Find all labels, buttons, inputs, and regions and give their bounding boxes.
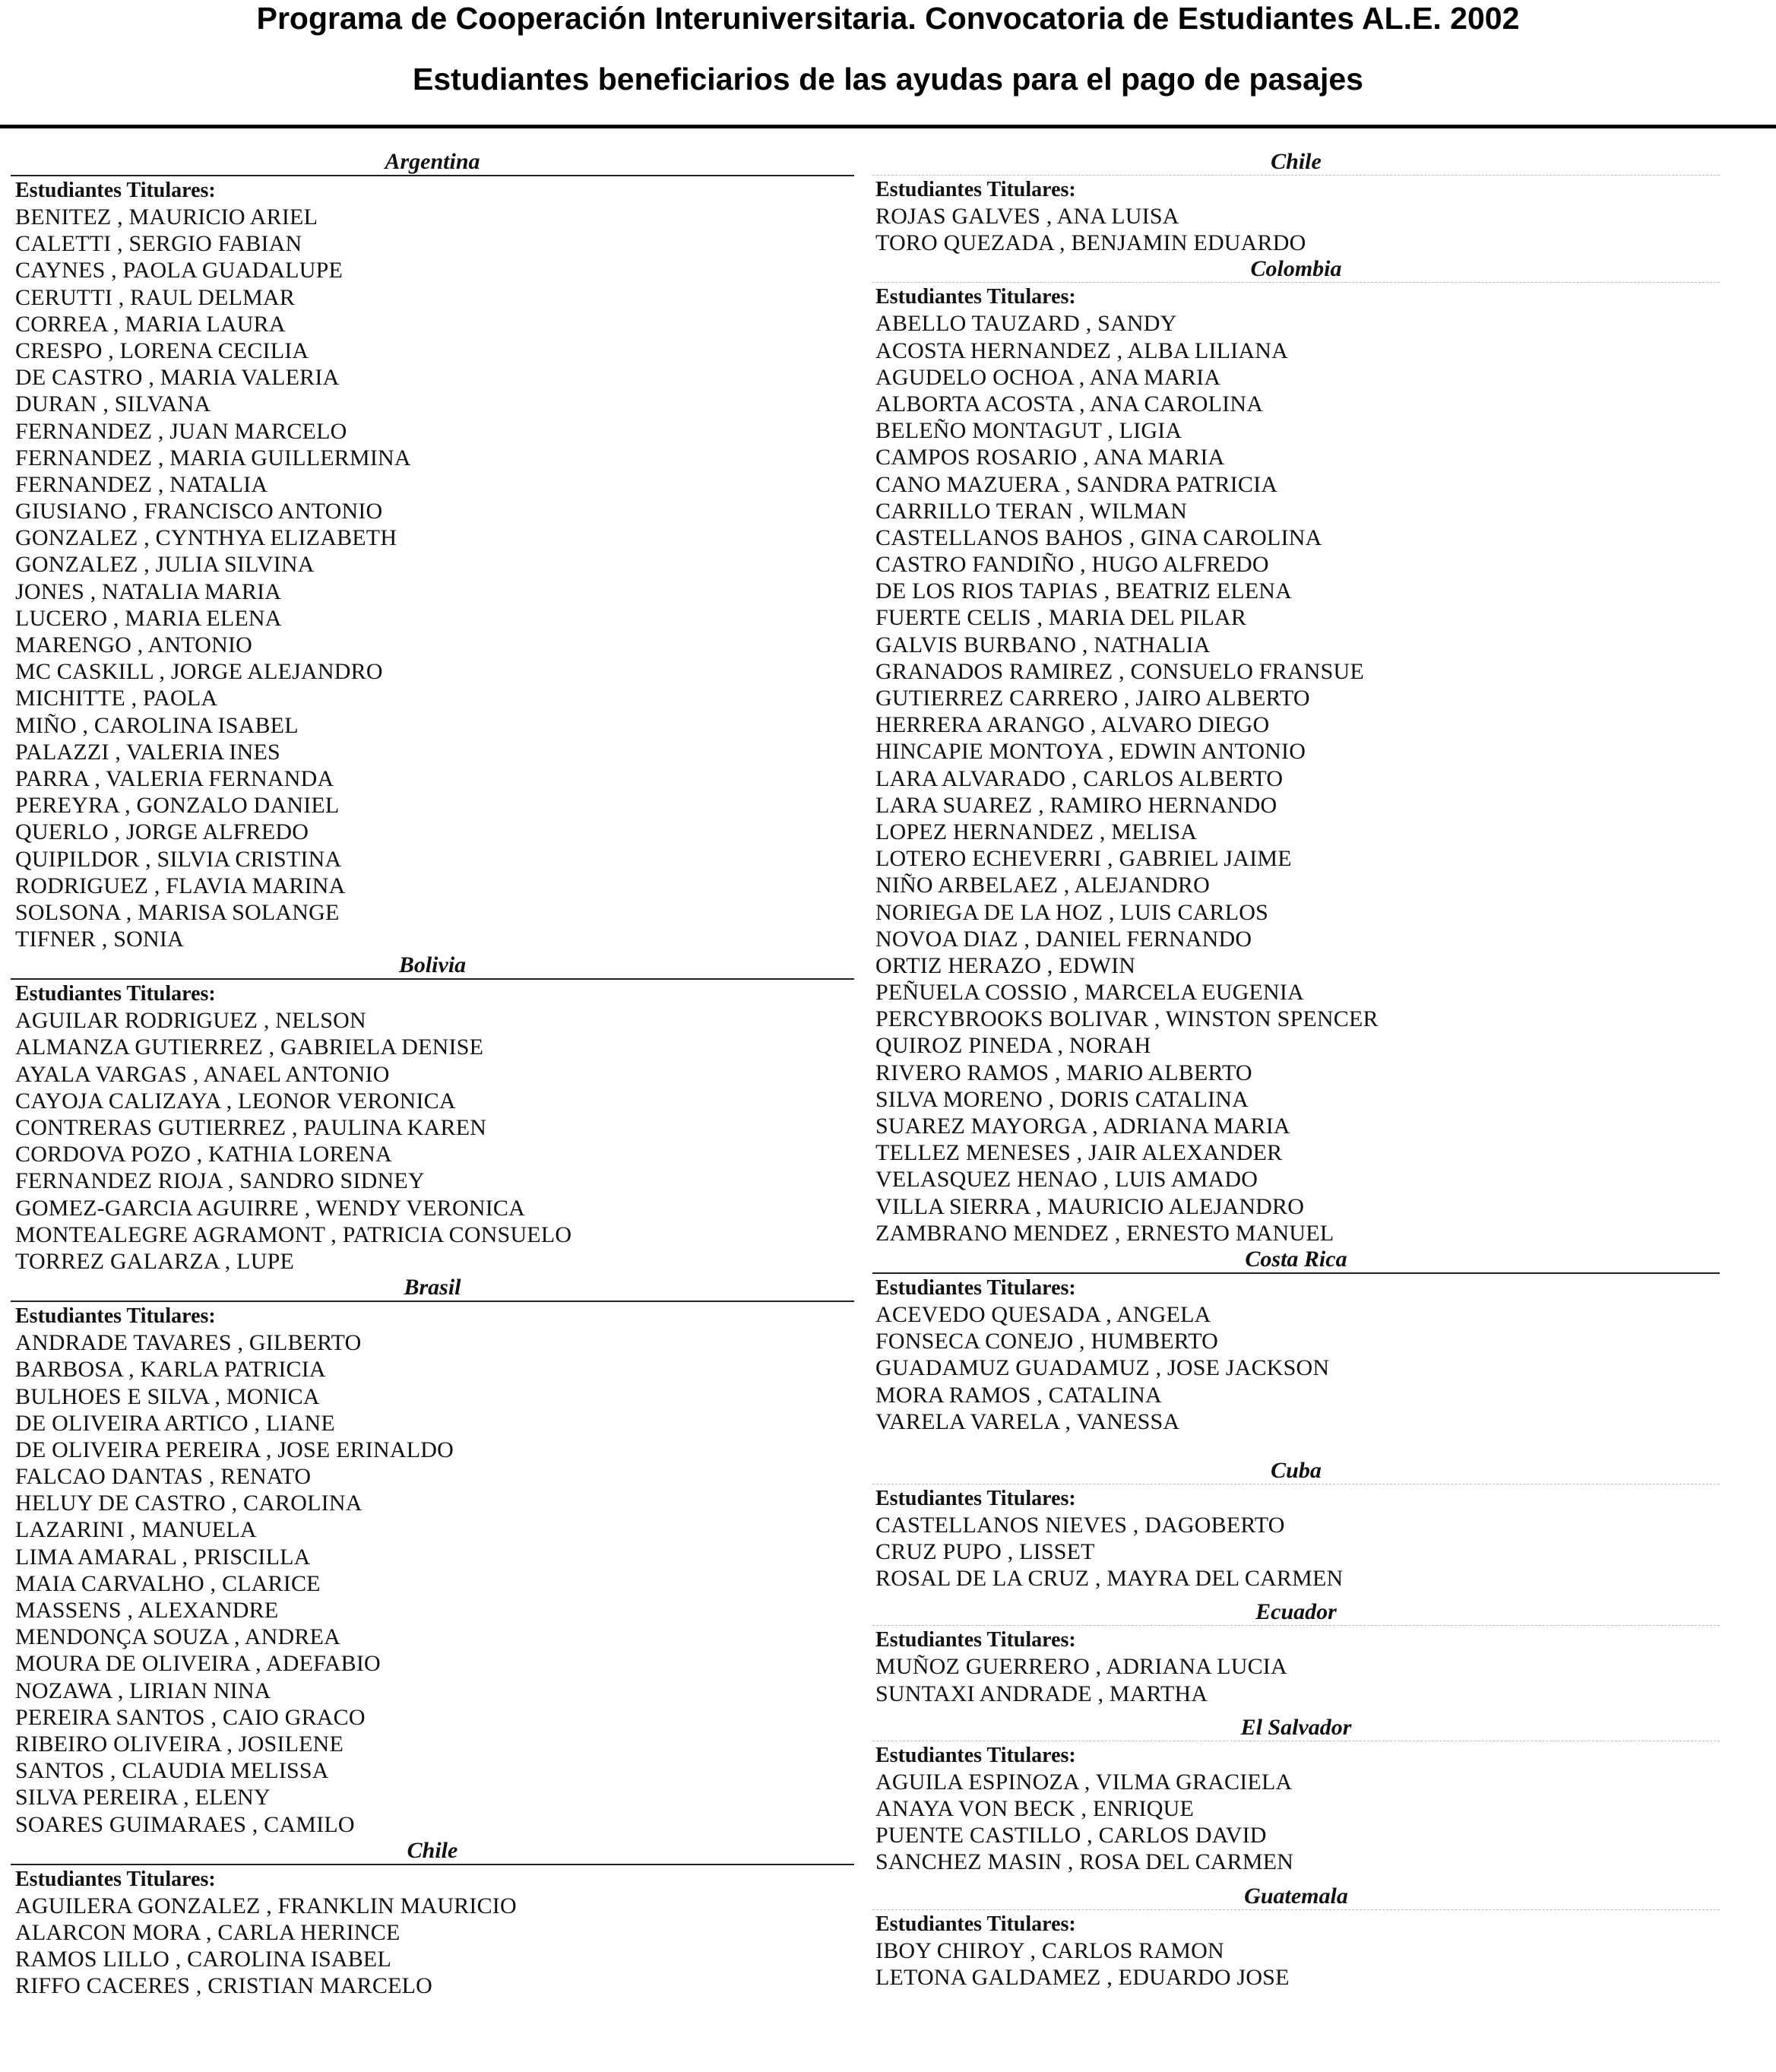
student-name: SANCHEZ MASIN , ROSA DEL CARMEN bbox=[875, 1849, 1294, 1875]
student-name: LETONA GALDAMEZ , EDUARDO JOSE bbox=[875, 1964, 1290, 1990]
student-name: RAMOS LILLO , CAROLINA ISABEL bbox=[15, 1947, 391, 1972]
student-name: GOMEZ-GARCIA AGUIRRE , WENDY VERONICA bbox=[15, 1195, 526, 1221]
country-name: Bolivia bbox=[398, 952, 467, 978]
student-name: ACOSTA HERNANDEZ , ALBA LILIANA bbox=[875, 337, 1288, 363]
country-heading bbox=[872, 1247, 1720, 1274]
student-name: TELLEZ MENESES , JAIR ALEXANDER bbox=[875, 1140, 1283, 1166]
student-name: TORREZ GALARZA , LUPE bbox=[15, 1248, 294, 1274]
country-name: Costa Rica bbox=[1245, 1246, 1347, 1272]
student-name: FERNANDEZ , JUAN MARCELO bbox=[15, 418, 347, 444]
student-name: CAYNES , PAOLA GUADALUPE bbox=[15, 258, 343, 284]
student-name: MUÑOZ GUERRERO , ADRIANA LUCIA bbox=[875, 1654, 1287, 1680]
student-name: DE LOS RIOS TAPIAS , BEATRIZ ELENA bbox=[875, 578, 1293, 604]
student-name: CAMPOS ROSARIO , ANA MARIA bbox=[875, 445, 1225, 470]
country-heading bbox=[872, 256, 1720, 283]
section-chile bbox=[872, 149, 1720, 256]
section-costa-rica bbox=[872, 1247, 1720, 1435]
student-name: PERCYBROOKS BOLIVAR , WINSTON SPENCER bbox=[875, 1006, 1379, 1032]
student-name: CANO MAZUERA , SANDRA PATRICIA bbox=[875, 471, 1278, 497]
student-name: FUERTE CELIS , MARIA DEL PILAR bbox=[875, 605, 1247, 631]
student-name: SOARES GUIMARAES , CAMILO bbox=[15, 1811, 355, 1837]
student-name: MC CASKILL , JORGE ALEJANDRO bbox=[15, 659, 383, 685]
student-name: MIÑO , CAROLINA ISABEL bbox=[15, 712, 299, 738]
student-name: PUENTE CASTILLO , CARLOS DAVID bbox=[875, 1823, 1267, 1849]
student-name: QUERLO , JORGE ALFREDO bbox=[15, 819, 309, 845]
student-name: BENITEZ , MAURICIO ARIEL bbox=[15, 204, 318, 230]
student-name: RIFFO CACERES , CRISTIAN MARCELO bbox=[15, 1973, 432, 1999]
student-name: ANAYA VON BECK , ENRIQUE bbox=[875, 1796, 1194, 1821]
subheading-titulares: Estudiantes Titulares: bbox=[875, 285, 1076, 309]
student-name: TIFNER , SONIA bbox=[15, 927, 184, 952]
subheading-titulares: Estudiantes Titulares: bbox=[875, 1912, 1076, 1936]
student-name: LIMA AMARAL , PRISCILLA bbox=[15, 1544, 311, 1570]
subheading-titulares: Estudiantes Titulares: bbox=[15, 982, 216, 1006]
student-name: CRESPO , LORENA CECILIA bbox=[15, 337, 309, 363]
section-colombia bbox=[872, 256, 1720, 1247]
student-name: FERNANDEZ , NATALIA bbox=[15, 471, 268, 497]
subheading-titulares: Estudiantes Titulares: bbox=[875, 178, 1076, 201]
document-subtitle: Estudiantes beneficiarios de las ayudas para el pago de pasajes bbox=[412, 62, 1363, 97]
student-name: CASTRO FANDIÑO , HUGO ALFREDO bbox=[875, 552, 1269, 578]
document-title: Programa de Cooperación Interuniversitaria. Convocatoria de Estudiantes AL.E. 2002 bbox=[256, 1, 1520, 36]
right-column bbox=[872, 149, 1720, 1991]
student-name: ROJAS GALVES , ANA LUISA bbox=[875, 204, 1179, 229]
country-heading bbox=[872, 1883, 1720, 1910]
student-name: CRUZ PUPO , LISSET bbox=[875, 1539, 1095, 1565]
student-name: QUIPILDOR , SILVIA CRISTINA bbox=[15, 846, 342, 872]
student-name: MONTEALEGRE AGRAMONT , PATRICIA CONSUELO bbox=[15, 1221, 572, 1247]
student-name: ALARCON MORA , CARLA HERINCE bbox=[15, 1919, 400, 1945]
subheading-titulares: Estudiantes Titulares: bbox=[875, 1743, 1076, 1767]
student-name: BELEÑO MONTAGUT , LIGIA bbox=[875, 418, 1182, 444]
student-name: SILVA PEREIRA , ELENY bbox=[15, 1785, 271, 1811]
student-name: PEREIRA SANTOS , CAIO GRACO bbox=[15, 1704, 366, 1730]
country-name: Argentina bbox=[385, 149, 480, 174]
section-cuba bbox=[872, 1458, 1720, 1592]
student-name: TORO QUEZADA , BENJAMIN EDUARDO bbox=[875, 230, 1306, 256]
country-name: Chile bbox=[407, 1837, 458, 1863]
student-name: FERNANDEZ RIOJA , SANDRO SIDNEY bbox=[15, 1168, 425, 1194]
student-name: PALAZZI , VALERIA INES bbox=[15, 739, 280, 765]
student-name: AGUILERA GONZALEZ , FRANKLIN MAURICIO bbox=[15, 1893, 517, 1918]
student-name: DE OLIVEIRA PEREIRA , JOSE ERINALDO bbox=[15, 1437, 454, 1462]
section-chile bbox=[11, 1838, 854, 2000]
student-name: CALETTI , SERGIO FABIAN bbox=[15, 231, 302, 257]
student-name: DURAN , SILVANA bbox=[15, 391, 211, 417]
country-heading bbox=[11, 149, 854, 176]
student-name: HINCAPIE MONTOYA , EDWIN ANTONIO bbox=[875, 739, 1306, 765]
student-name: MAIA CARVALHO , CLARICE bbox=[15, 1570, 321, 1596]
student-name: PEÑUELA COSSIO , MARCELA EUGENIA bbox=[875, 980, 1304, 1006]
section-guatemala bbox=[872, 1883, 1720, 1991]
student-name: FONSECA CONEJO , HUMBERTO bbox=[875, 1329, 1219, 1354]
country-heading bbox=[11, 1838, 854, 1865]
section-el-salvador bbox=[872, 1715, 1720, 1876]
header-rule bbox=[0, 125, 1776, 128]
country-name: Brasil bbox=[404, 1275, 461, 1301]
section-brasil bbox=[11, 1275, 854, 1838]
student-name: GUADAMUZ GUADAMUZ , JOSE JACKSON bbox=[875, 1355, 1330, 1381]
country-name: Ecuador bbox=[1255, 1599, 1337, 1625]
student-name: SUAREZ MAYORGA , ADRIANA MARIA bbox=[875, 1114, 1290, 1139]
student-name: JONES , NATALIA MARIA bbox=[15, 578, 282, 604]
student-name: MARENGO , ANTONIO bbox=[15, 632, 253, 657]
subheading-titulares: Estudiantes Titulares: bbox=[875, 1275, 1076, 1300]
subheading-titulares: Estudiantes Titulares: bbox=[15, 1867, 216, 1891]
student-name: LARA SUAREZ , RAMIRO HERNANDO bbox=[875, 792, 1277, 818]
student-name: CORDOVA POZO , KATHIA LORENA bbox=[15, 1142, 392, 1167]
student-name: AGUILAR RODRIGUEZ , NELSON bbox=[15, 1008, 366, 1034]
student-name: NIÑO ARBELAEZ , ALEJANDRO bbox=[875, 873, 1210, 898]
student-name: CORREA , MARIA LAURA bbox=[15, 311, 286, 337]
student-name: MICHITTE , PAOLA bbox=[15, 686, 218, 711]
student-name: CONTRERAS GUTIERREZ , PAULINA KAREN bbox=[15, 1115, 487, 1140]
student-name: SILVA MORENO , DORIS CATALINA bbox=[875, 1086, 1249, 1112]
student-name: LOPEZ HERNANDEZ , MELISA bbox=[875, 819, 1198, 844]
country-heading bbox=[872, 1458, 1720, 1484]
student-name: ABELLO TAUZARD , SANDY bbox=[875, 311, 1177, 337]
student-name: MORA RAMOS , CATALINA bbox=[875, 1382, 1162, 1408]
student-name: RODRIGUEZ , FLAVIA MARINA bbox=[15, 873, 346, 898]
student-name: BARBOSA , KARLA PATRICIA bbox=[15, 1357, 326, 1383]
student-name: SANTOS , CLAUDIA MELISSA bbox=[15, 1758, 329, 1784]
student-name: NOVOA DIAZ , DANIEL FERNANDO bbox=[875, 926, 1252, 952]
subheading-titulares: Estudiantes Titulares: bbox=[15, 179, 216, 202]
student-name: GONZALEZ , JULIA SILVINA bbox=[15, 552, 315, 578]
country-heading bbox=[872, 1599, 1720, 1626]
student-name: PARRA , VALERIA FERNANDA bbox=[15, 765, 334, 791]
subheading-titulares: Estudiantes Titulares: bbox=[875, 1628, 1076, 1652]
student-name: MOURA DE OLIVEIRA , ADEFABIO bbox=[15, 1651, 381, 1677]
student-name: ALMANZA GUTIERREZ , GABRIELA DENISE bbox=[15, 1034, 484, 1060]
student-name: LUCERO , MARIA ELENA bbox=[15, 605, 282, 631]
student-name: IBOY CHIROY , CARLOS RAMON bbox=[875, 1937, 1224, 1963]
student-name: NOZAWA , LIRIAN NINA bbox=[15, 1678, 271, 1703]
student-name: FALCAO DANTAS , RENATO bbox=[15, 1464, 312, 1490]
country-name: El Salvador bbox=[1240, 1714, 1352, 1740]
student-name: CARRILLO TERAN , WILMAN bbox=[875, 498, 1188, 524]
section-argentina bbox=[11, 149, 854, 952]
student-name: VARELA VARELA , VANESSA bbox=[875, 1408, 1180, 1434]
student-name: DE CASTRO , MARIA VALERIA bbox=[15, 365, 340, 391]
student-name: HELUY DE CASTRO , CAROLINA bbox=[15, 1491, 362, 1516]
subheading-titulares: Estudiantes Titulares: bbox=[875, 1486, 1076, 1510]
student-name: HERRERA ARANGO , ALVARO DIEGO bbox=[875, 712, 1270, 738]
country-name: Chile bbox=[1271, 149, 1322, 174]
country-heading bbox=[11, 1275, 854, 1302]
country-heading bbox=[872, 149, 1720, 176]
student-name: GUTIERREZ CARRERO , JAIRO ALBERTO bbox=[875, 686, 1310, 711]
student-name: ZAMBRANO MENDEZ , ERNESTO MANUEL bbox=[875, 1220, 1334, 1246]
student-name: PEREYRA , GONZALO DANIEL bbox=[15, 793, 340, 819]
section-ecuador bbox=[872, 1599, 1720, 1706]
student-name: AGUILA ESPINOZA , VILMA GRACIELA bbox=[875, 1769, 1293, 1795]
student-name: CERUTTI , RAUL DELMAR bbox=[15, 284, 296, 310]
student-name: ACEVEDO QUESADA , ANGELA bbox=[875, 1301, 1211, 1327]
student-name: GIUSIANO , FRANCISCO ANTONIO bbox=[15, 499, 383, 524]
student-name: RIVERO RAMOS , MARIO ALBERTO bbox=[875, 1060, 1252, 1085]
student-name: RIBEIRO OLIVEIRA , JOSILENE bbox=[15, 1731, 344, 1757]
student-name: CASTELLANOS NIEVES , DAGOBERTO bbox=[875, 1512, 1285, 1538]
student-name: CASTELLANOS BAHOS , GINA CAROLINA bbox=[875, 524, 1322, 550]
student-name: LOTERO ECHEVERRI , GABRIEL JAIME bbox=[875, 846, 1292, 872]
student-name: GRANADOS RAMIREZ , CONSUELO FRANSUE bbox=[875, 658, 1364, 684]
student-name: NORIEGA DE LA HOZ , LUIS CARLOS bbox=[875, 899, 1269, 925]
student-name: ROSAL DE LA CRUZ , MAYRA DEL CARMEN bbox=[875, 1566, 1344, 1592]
student-name: GALVIS BURBANO , NATHALIA bbox=[875, 632, 1211, 657]
student-name: MENDONÇA SOUZA , ANDREA bbox=[15, 1624, 340, 1650]
student-name: DE OLIVEIRA ARTICO , LIANE bbox=[15, 1410, 335, 1436]
country-name: Cuba bbox=[1271, 1457, 1322, 1483]
student-name: SOLSONA , MARISA SOLANGE bbox=[15, 899, 340, 925]
section-bolivia bbox=[11, 952, 854, 1275]
student-name: QUIROZ PINEDA , NORAH bbox=[875, 1033, 1151, 1059]
student-name: AYALA VARGAS , ANAEL ANTONIO bbox=[15, 1061, 390, 1087]
student-name: GONZALEZ , CYNTHYA ELIZABETH bbox=[15, 525, 397, 551]
student-name: BULHOES E SILVA , MONICA bbox=[15, 1383, 320, 1409]
country-name: Guatemala bbox=[1244, 1883, 1348, 1909]
left-column bbox=[11, 149, 854, 1999]
student-name: VELASQUEZ HENAO , LUIS AMADO bbox=[875, 1167, 1258, 1193]
country-name: Colombia bbox=[1250, 256, 1342, 282]
subheading-titulares: Estudiantes Titulares: bbox=[15, 1304, 216, 1329]
student-name: ANDRADE TAVARES , GILBERTO bbox=[15, 1330, 362, 1356]
student-name: VILLA SIERRA , MAURICIO ALEJANDRO bbox=[875, 1193, 1305, 1219]
student-name: CAYOJA CALIZAYA , LEONOR VERONICA bbox=[15, 1088, 456, 1114]
student-name: LARA ALVARADO , CARLOS ALBERTO bbox=[875, 765, 1284, 791]
student-name: LAZARINI , MANUELA bbox=[15, 1517, 257, 1543]
student-name: SUNTAXI ANDRADE , MARTHA bbox=[875, 1681, 1208, 1706]
student-name: MASSENS , ALEXANDRE bbox=[15, 1598, 279, 1623]
student-name: AGUDELO OCHOA , ANA MARIA bbox=[875, 364, 1221, 390]
student-name: ALBORTA ACOSTA , ANA CAROLINA bbox=[875, 391, 1264, 417]
country-heading bbox=[872, 1715, 1720, 1741]
student-name: FERNANDEZ , MARIA GUILLERMINA bbox=[15, 445, 411, 470]
country-heading bbox=[11, 952, 854, 980]
student-name: ORTIZ HERAZO , EDWIN bbox=[875, 952, 1136, 978]
